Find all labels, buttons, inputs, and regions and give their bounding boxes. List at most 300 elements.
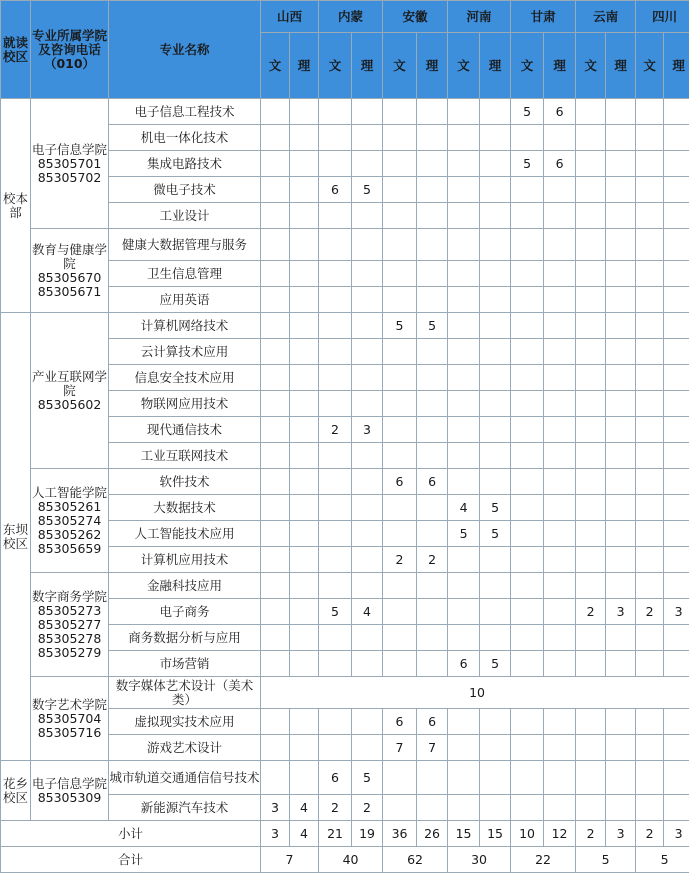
- quota-cell: [352, 469, 383, 495]
- quota-cell: [448, 443, 480, 469]
- quota-cell: [261, 651, 290, 677]
- quota-cell: [606, 125, 636, 151]
- total-cell: 7: [261, 847, 319, 873]
- quota-cell: 5: [511, 99, 544, 125]
- quota-cell: [606, 469, 636, 495]
- quota-cell: [576, 177, 606, 203]
- quota-cell: [290, 229, 319, 261]
- quota-cell: [448, 795, 480, 821]
- major-name: 卫生信息管理: [109, 261, 261, 287]
- quota-cell: [636, 709, 664, 735]
- quota-cell: [576, 443, 606, 469]
- quota-cell: 3: [606, 599, 636, 625]
- quota-cell: [606, 795, 636, 821]
- quota-cell: [480, 469, 511, 495]
- quota-cell: [576, 365, 606, 391]
- quota-cell: 4: [290, 795, 319, 821]
- quota-cell: [576, 795, 606, 821]
- quota-cell: [290, 651, 319, 677]
- quota-cell: [511, 735, 544, 761]
- subtotal-cell: 4: [290, 821, 319, 847]
- quota-cell: [290, 443, 319, 469]
- quota-cell: [576, 625, 606, 651]
- quota-cell: [352, 339, 383, 365]
- quota-cell: [319, 625, 352, 651]
- quota-cell: [544, 709, 576, 735]
- quota-cell: [319, 229, 352, 261]
- quota-cell: [448, 547, 480, 573]
- quota-cell: [290, 125, 319, 151]
- table-row: [1, 469, 689, 495]
- quota-cell: [448, 735, 480, 761]
- quota-cell: [511, 709, 544, 735]
- header-wen: 文: [511, 33, 544, 99]
- quota-cell: [448, 177, 480, 203]
- quota-cell: [511, 177, 544, 203]
- quota-cell: [448, 709, 480, 735]
- quota-cell: [290, 735, 319, 761]
- quota-cell: [664, 417, 689, 443]
- quota-cell: [319, 573, 352, 599]
- subtotal-row: [1, 821, 689, 847]
- quota-cell: [480, 735, 511, 761]
- quota-cell: [544, 229, 576, 261]
- quota-cell: [664, 625, 689, 651]
- quota-cell: [606, 735, 636, 761]
- quota-cell: [576, 735, 606, 761]
- quota-cell: [352, 365, 383, 391]
- quota-cell: [636, 261, 664, 287]
- quota-cell: [319, 99, 352, 125]
- quota-cell: [261, 339, 290, 365]
- quota-cell: [480, 573, 511, 599]
- total-cell: 22: [511, 847, 576, 873]
- quota-cell: [417, 261, 448, 287]
- quota-cell: [636, 761, 664, 795]
- header-wen: 文: [383, 33, 417, 99]
- quota-cell: [417, 573, 448, 599]
- quota-cell: [352, 391, 383, 417]
- quota-cell: [417, 795, 448, 821]
- header-li: 理: [480, 33, 511, 99]
- quota-cell: [664, 339, 689, 365]
- major-name: 金融科技应用: [109, 573, 261, 599]
- total-cell: 40: [319, 847, 383, 873]
- quota-cell: [664, 651, 689, 677]
- quota-cell: [417, 391, 448, 417]
- quota-cell: 5: [319, 599, 352, 625]
- quota-cell: [480, 391, 511, 417]
- quota-cell: 6: [544, 151, 576, 177]
- quota-cell: [511, 573, 544, 599]
- subtotal-cell: 26: [417, 821, 448, 847]
- major-name: 虚拟现实技术应用: [109, 709, 261, 735]
- major-name: 云计算技术应用: [109, 339, 261, 365]
- quota-cell: [352, 651, 383, 677]
- quota-cell: [480, 125, 511, 151]
- major-name: 健康大数据管理与服务: [109, 229, 261, 261]
- quota-cell: [636, 313, 664, 339]
- college-cell: 人工智能学院 85305261 85305274 85305262 85305659: [31, 469, 109, 573]
- header-province-yunnan: 云南: [576, 1, 636, 33]
- quota-cell: [606, 229, 636, 261]
- quota-cell: [544, 625, 576, 651]
- quota-cell: [417, 521, 448, 547]
- quota-cell: [636, 573, 664, 599]
- quota-cell: [261, 261, 290, 287]
- major-name: 工业设计: [109, 203, 261, 229]
- quota-cell: 6: [544, 99, 576, 125]
- quota-cell: [636, 229, 664, 261]
- major-name: 工业互联网技术: [109, 443, 261, 469]
- quota-cell: [261, 229, 290, 261]
- college-cell: 产业互联网学院 85305602: [31, 313, 109, 469]
- table-row: [1, 99, 689, 125]
- quota-cell: [636, 795, 664, 821]
- quota-cell: [448, 761, 480, 795]
- quota-cell: [511, 365, 544, 391]
- header-province-henan: 河南: [448, 1, 511, 33]
- major-name: 市场营销: [109, 651, 261, 677]
- quota-cell: [290, 573, 319, 599]
- quota-cell: [383, 391, 417, 417]
- header-wen: 文: [576, 33, 606, 99]
- quota-cell: [417, 365, 448, 391]
- quota-cell: [352, 495, 383, 521]
- quota-cell: [383, 761, 417, 795]
- quota-cell: [636, 365, 664, 391]
- subtotal-cell: 2: [636, 821, 664, 847]
- quota-cell: [352, 709, 383, 735]
- quota-cell: [417, 417, 448, 443]
- quota-cell: [480, 417, 511, 443]
- quota-cell: [480, 795, 511, 821]
- quota-cell: [290, 495, 319, 521]
- quota-cell: [606, 313, 636, 339]
- quota-cell: [664, 469, 689, 495]
- quota-cell: [511, 443, 544, 469]
- quota-cell: [383, 495, 417, 521]
- quota-cell: [606, 287, 636, 313]
- subtotal-cell: 15: [480, 821, 511, 847]
- quota-cell: [636, 287, 664, 313]
- quota-cell: 3: [352, 417, 383, 443]
- quota-cell: [544, 365, 576, 391]
- quota-cell: [261, 177, 290, 203]
- quota-cell: [511, 469, 544, 495]
- quota-cell: 5: [352, 177, 383, 203]
- quota-cell: [576, 313, 606, 339]
- quota-cell: [290, 547, 319, 573]
- quota-cell: [352, 547, 383, 573]
- quota-cell: [319, 709, 352, 735]
- quota-cell: [290, 599, 319, 625]
- quota-cell: [664, 735, 689, 761]
- table-row: [1, 677, 689, 709]
- header-campus: 就读校区: [1, 1, 31, 99]
- quota-cell: [319, 735, 352, 761]
- quota-cell: [261, 203, 290, 229]
- quota-cell: [383, 339, 417, 365]
- quota-cell: 6: [448, 651, 480, 677]
- quota-cell: [636, 443, 664, 469]
- college-cell: 教育与健康学院 85305670 85305671: [31, 229, 109, 313]
- quota-cell: [417, 443, 448, 469]
- quota-cell: [576, 651, 606, 677]
- quota-cell: [261, 761, 290, 795]
- quota-cell: [576, 709, 606, 735]
- quota-cell: [606, 339, 636, 365]
- quota-cell: [352, 99, 383, 125]
- quota-cell: [511, 599, 544, 625]
- quota-cell: [636, 735, 664, 761]
- quota-cell: [261, 495, 290, 521]
- quota-cell: [636, 151, 664, 177]
- header-college: 专业所属学院及咨询电话（010）: [31, 1, 109, 99]
- campus-cell: 东坝校区: [1, 313, 31, 761]
- quota-cell: [480, 443, 511, 469]
- header-province-shanxi: 山西: [261, 1, 319, 33]
- quota-cell: [417, 229, 448, 261]
- quota-cell: [544, 203, 576, 229]
- quota-cell: [544, 261, 576, 287]
- major-name: 大数据技术: [109, 495, 261, 521]
- quota-cell: [576, 287, 606, 313]
- quota-cell: [290, 287, 319, 313]
- quota-cell: [664, 365, 689, 391]
- quota-cell: [606, 573, 636, 599]
- quota-cell: [261, 521, 290, 547]
- quota-cell: [261, 547, 290, 573]
- quota-cell: [636, 125, 664, 151]
- quota-cell: [448, 573, 480, 599]
- header-province-neimeng: 内蒙: [319, 1, 383, 33]
- quota-cell: [383, 573, 417, 599]
- quota-cell: [319, 313, 352, 339]
- quota-cell: [480, 547, 511, 573]
- quota-cell: [636, 521, 664, 547]
- quota-cell: [261, 573, 290, 599]
- quota-cell: 3: [261, 795, 290, 821]
- quota-cell: [576, 573, 606, 599]
- quota-cell: [664, 795, 689, 821]
- quota-cell: [544, 125, 576, 151]
- quota-cell: [319, 287, 352, 313]
- quota-cell: [480, 261, 511, 287]
- quota-cell: [383, 651, 417, 677]
- quota-cell: [576, 125, 606, 151]
- quota-cell: [448, 625, 480, 651]
- quota-cell: [290, 709, 319, 735]
- quota-cell: [417, 599, 448, 625]
- quota-cell: [511, 521, 544, 547]
- quota-cell: 6: [319, 761, 352, 795]
- quota-cell: [319, 495, 352, 521]
- quota-cell: [511, 547, 544, 573]
- header-li: 理: [352, 33, 383, 99]
- quota-cell: 5: [383, 313, 417, 339]
- quota-cell: [448, 313, 480, 339]
- quota-cell: [664, 761, 689, 795]
- quota-cell: [576, 521, 606, 547]
- quota-cell: [448, 287, 480, 313]
- major-name: 计算机应用技术: [109, 547, 261, 573]
- quota-cell: [448, 417, 480, 443]
- quota-cell: [319, 651, 352, 677]
- quota-cell: [511, 625, 544, 651]
- quota-cell: [319, 391, 352, 417]
- quota-cell: [636, 469, 664, 495]
- quota-cell: [261, 99, 290, 125]
- quota-cell: [664, 709, 689, 735]
- quota-cell: [319, 547, 352, 573]
- college-cell: 电子信息学院 85305701 85305702: [31, 99, 109, 229]
- quota-merged: 10: [261, 677, 689, 709]
- quota-cell: [383, 261, 417, 287]
- quota-cell: [383, 229, 417, 261]
- quota-cell: [576, 99, 606, 125]
- major-name: 现代通信技术: [109, 417, 261, 443]
- quota-cell: [448, 99, 480, 125]
- header-li: 理: [290, 33, 319, 99]
- quota-cell: 6: [383, 469, 417, 495]
- quota-cell: [417, 99, 448, 125]
- quota-cell: [290, 339, 319, 365]
- subtotal-cell: 10: [511, 821, 544, 847]
- major-name: 新能源汽车技术: [109, 795, 261, 821]
- quota-cell: [544, 469, 576, 495]
- quota-cell: [664, 177, 689, 203]
- quota-cell: 2: [417, 547, 448, 573]
- quota-cell: [290, 521, 319, 547]
- college-cell: 电子信息学院 85305309: [31, 761, 109, 821]
- quota-cell: 5: [352, 761, 383, 795]
- quota-cell: [383, 125, 417, 151]
- quota-cell: 2: [383, 547, 417, 573]
- total-label: 合计: [1, 847, 261, 873]
- header-li: 理: [544, 33, 576, 99]
- quota-cell: [636, 177, 664, 203]
- quota-cell: 5: [480, 651, 511, 677]
- quota-cell: [261, 469, 290, 495]
- quota-cell: [511, 125, 544, 151]
- quota-cell: [383, 365, 417, 391]
- major-name: 商务数据分析与应用: [109, 625, 261, 651]
- quota-cell: [290, 99, 319, 125]
- quota-cell: [448, 229, 480, 261]
- subtotal-cell: 3: [606, 821, 636, 847]
- quota-cell: [576, 761, 606, 795]
- quota-cell: [606, 625, 636, 651]
- college-cell: 数字艺术学院 85305704 85305716: [31, 677, 109, 761]
- quota-cell: [664, 125, 689, 151]
- quota-cell: [576, 151, 606, 177]
- quota-cell: [290, 365, 319, 391]
- quota-cell: [664, 521, 689, 547]
- quota-cell: [383, 625, 417, 651]
- quota-cell: [544, 735, 576, 761]
- quota-cell: [319, 151, 352, 177]
- quota-cell: [417, 625, 448, 651]
- quota-cell: [664, 313, 689, 339]
- quota-cell: [544, 177, 576, 203]
- quota-cell: [352, 229, 383, 261]
- quota-cell: [383, 177, 417, 203]
- subtotal-cell: 12: [544, 821, 576, 847]
- quota-cell: [544, 761, 576, 795]
- quota-cell: [636, 625, 664, 651]
- quota-cell: [480, 229, 511, 261]
- quota-cell: [664, 573, 689, 599]
- table-row: [1, 229, 689, 261]
- quota-cell: [261, 625, 290, 651]
- quota-cell: [383, 151, 417, 177]
- quota-cell: [448, 365, 480, 391]
- quota-cell: [606, 151, 636, 177]
- quota-cell: [576, 495, 606, 521]
- quota-cell: [664, 443, 689, 469]
- quota-cell: [290, 469, 319, 495]
- quota-cell: [261, 287, 290, 313]
- quota-cell: [636, 391, 664, 417]
- quota-cell: [319, 365, 352, 391]
- quota-cell: [417, 339, 448, 365]
- major-name: 数字媒体艺术设计（美术类）: [109, 677, 261, 709]
- quota-cell: [664, 151, 689, 177]
- quota-cell: [480, 599, 511, 625]
- total-cell: 5: [636, 847, 689, 873]
- quota-cell: [319, 521, 352, 547]
- quota-cell: 2: [319, 417, 352, 443]
- quota-cell: [319, 469, 352, 495]
- quota-cell: [544, 599, 576, 625]
- quota-cell: [664, 203, 689, 229]
- subtotal-label: 小计: [1, 821, 261, 847]
- quota-cell: [511, 287, 544, 313]
- quota-cell: [664, 99, 689, 125]
- quota-cell: [480, 761, 511, 795]
- quota-cell: 6: [383, 709, 417, 735]
- quota-cell: [417, 761, 448, 795]
- quota-cell: [261, 125, 290, 151]
- header-wen: 文: [448, 33, 480, 99]
- quota-cell: [511, 795, 544, 821]
- quota-cell: [480, 625, 511, 651]
- quota-cell: [511, 761, 544, 795]
- quota-cell: 6: [417, 709, 448, 735]
- quota-cell: 5: [480, 495, 511, 521]
- quota-cell: [261, 735, 290, 761]
- quota-cell: [448, 469, 480, 495]
- quota-cell: 2: [576, 599, 606, 625]
- quota-cell: [261, 365, 290, 391]
- subtotal-cell: 3: [664, 821, 689, 847]
- quota-cell: [606, 709, 636, 735]
- quota-cell: [636, 651, 664, 677]
- header-li: 理: [664, 33, 689, 99]
- quota-cell: [576, 229, 606, 261]
- quota-cell: [576, 339, 606, 365]
- quota-cell: 6: [319, 177, 352, 203]
- quota-cell: [417, 177, 448, 203]
- quota-cell: 5: [417, 313, 448, 339]
- quota-cell: [383, 521, 417, 547]
- quota-cell: 5: [448, 521, 480, 547]
- quota-cell: 7: [383, 735, 417, 761]
- quota-cell: 2: [636, 599, 664, 625]
- quota-cell: [544, 495, 576, 521]
- quota-cell: [544, 417, 576, 443]
